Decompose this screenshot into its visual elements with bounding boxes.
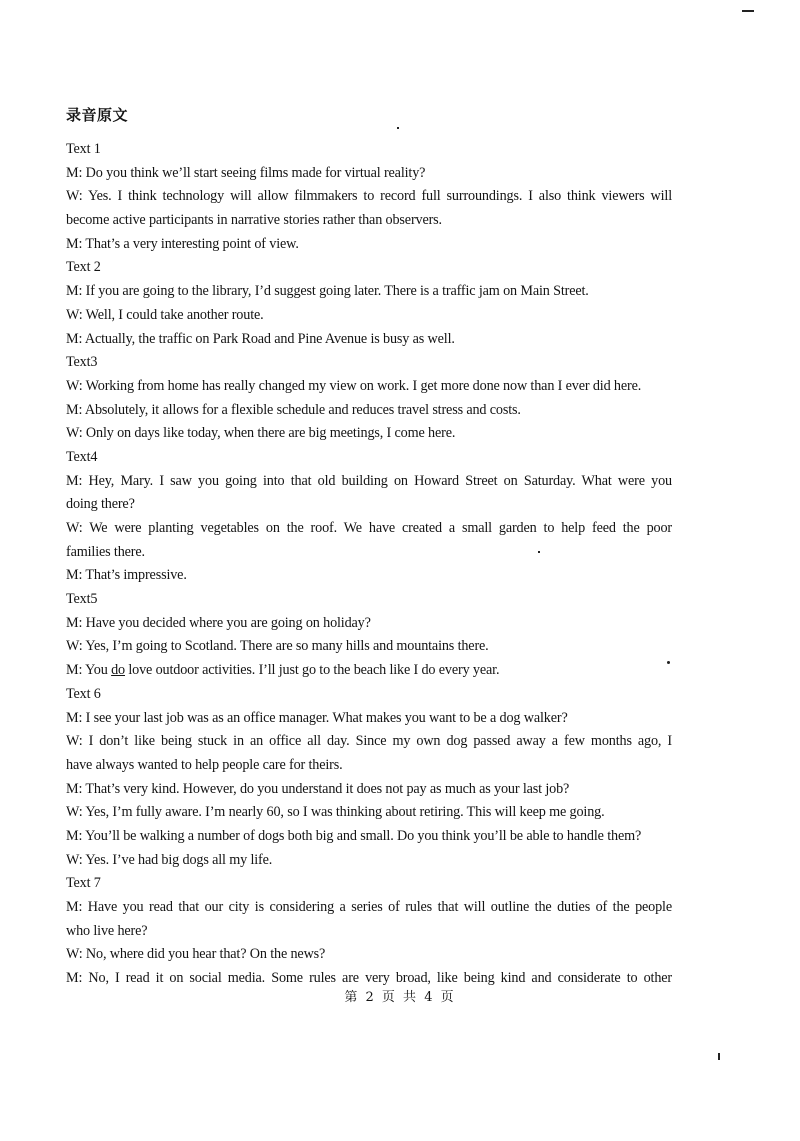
transcript-line: W: No, where did you hear that? On the news? — [66, 946, 326, 963]
transcript-line: M: You’ll be walking a number of dogs both big and small. Do you think you’ll be able to handle them? — [66, 827, 642, 844]
scan-mark — [397, 127, 399, 129]
transcript-body — [66, 138, 672, 991]
transcript-line: M: Actually, the traffic on Park Road and Pine Avenue is busy as well. — [66, 330, 455, 347]
scan-mark — [538, 551, 540, 553]
transcript-line: M: No, I read it on social media. Some rules are very broad, like being kind and considerate to other — [66, 970, 672, 987]
underlined-word: do — [111, 662, 125, 679]
line-text: M: You — [66, 662, 112, 679]
transcript-line: W: Yes. I think technology will allow filmmakers to record full surroundings. I also think viewers will — [66, 188, 672, 205]
transcript-line: M: That’s impressive. — [66, 567, 187, 584]
transcript-line: have always wanted to help people care for theirs. — [66, 756, 343, 773]
transcript-line: W: I don’t like being stuck in an office all day. Since my own dog passed away a few months ago, I — [66, 733, 672, 750]
transcript-line: W: Working from home has really changed my view on work. I get more done now than I ever did here. — [66, 377, 642, 394]
transcript-line: W: We were planting vegetables on the roof. We have created a small garden to help feed the poor — [66, 520, 672, 536]
scan-mark — [718, 1053, 720, 1060]
scan-mark — [742, 10, 754, 12]
transcript-line: W: Yes, I’m going to Scotland. There are so many hills and mountains there. — [66, 638, 489, 655]
transcript-line: M: That’s very kind. However, do you understand it does not pay as much as your last job? — [66, 780, 570, 797]
transcript-line: M: That’s a very interesting point of view. — [66, 235, 299, 252]
transcript-line: Text 6 — [66, 685, 101, 702]
transcript-line: Text 7 — [66, 875, 101, 892]
transcript-line: who live here? — [66, 922, 148, 939]
transcript-line: W: Yes. I’ve had big dogs all my life. — [66, 851, 273, 868]
transcript-line: W: Yes, I’m fully aware. I’m nearly 60, so I was thinking about retiring. This will keep me going. — [66, 804, 605, 821]
page-footer: 第 2 页 共 4 页 — [344, 990, 456, 1005]
transcript-line: Text5 — [66, 591, 98, 608]
transcript-line: become active participants in narrative stories rather than observers. — [66, 212, 442, 229]
transcript-line: M: Absolutely, it allows for a flexible schedule and reduces travel stress and costs. — [66, 401, 521, 418]
transcript-line: families there. — [66, 543, 145, 560]
scan-mark — [667, 661, 670, 664]
transcript-line: M: Hey, Mary. I saw you going into that old building on Howard Street on Saturday. What were you — [66, 472, 672, 489]
transcript-line: W: Well, I could take another route. — [66, 306, 264, 323]
transcript-line: M: If you are going to the library, I’d suggest going later. There is a traffic jam on Main Street. — [66, 283, 589, 300]
transcript-line: Text3 — [66, 354, 98, 371]
line-text: love outdoor activities. I’ll just go to the beach like I do every year. — [124, 662, 500, 679]
page-heading: 录音原文 — [66, 106, 129, 124]
transcript-line: doing there? — [66, 496, 135, 513]
transcript-line: Text4 — [66, 448, 98, 465]
transcript-line: Text 2 — [66, 259, 101, 276]
transcript-line: Text 1 — [66, 141, 101, 157]
transcript-line — [66, 659, 672, 683]
transcript-line: M: I see your last job was as an office manager. What makes you want to be a dog walker? — [66, 709, 568, 726]
transcript-line: M: Have you read that our city is considering a series of rules that will outline the duties of the people — [66, 899, 672, 915]
transcript-line: M: Have you decided where you are going on holiday? — [66, 614, 371, 631]
transcript-line: M: Do you think we’ll start seeing films made for virtual reality? — [66, 164, 426, 181]
transcript-line: W: Only on days like today, when there are big meetings, I come here. — [66, 425, 456, 442]
